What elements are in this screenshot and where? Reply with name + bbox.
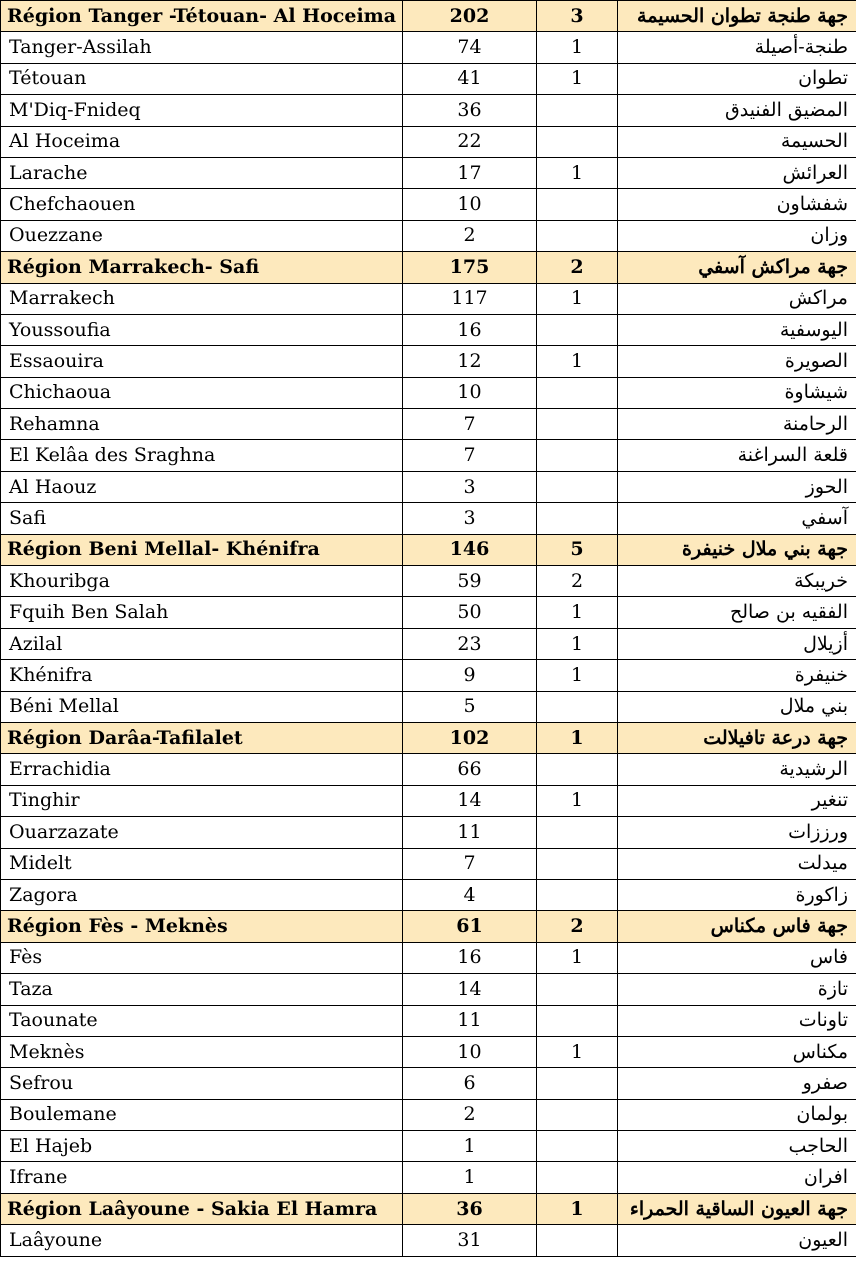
name-fr-cell: Chichaoua [1,377,403,408]
name-ar-cell: تازة [618,974,856,1005]
name-ar-cell: مراكش [618,283,856,314]
total-cell: 117 [403,283,537,314]
count-cell [537,314,618,345]
city-row [1,1068,856,1099]
count-cell: 1 [537,722,618,753]
count-cell: 1 [537,32,618,63]
total-cell: 2 [403,1099,537,1130]
count-cell [537,1162,618,1193]
name-fr-cell: Tinghir [1,785,403,816]
name-ar-cell: الصويرة [618,346,856,377]
name-ar-cell: مكناس [618,1036,856,1067]
total-cell: 5 [403,691,537,722]
region-row [1,252,856,283]
region-row [1,722,856,753]
total-cell: 3 [403,471,537,502]
name-fr-cell: Azilal [1,628,403,659]
city-row [1,503,856,534]
city-row [1,63,856,94]
city-row [1,974,856,1005]
city-row [1,1036,856,1067]
city-row [1,189,856,220]
total-cell: 22 [403,126,537,157]
count-cell: 1 [537,628,618,659]
total-cell: 74 [403,32,537,63]
total-cell: 146 [403,534,537,565]
city-row [1,942,856,973]
count-cell [537,95,618,126]
name-ar-cell: العرائش [618,157,856,188]
count-cell: 1 [537,63,618,94]
name-fr-cell: El Kelâa des Sraghna [1,440,403,471]
name-ar-cell: ميدلت [618,848,856,879]
city-row [1,157,856,188]
count-cell: 1 [537,1036,618,1067]
count-cell [537,974,618,1005]
city-row [1,817,856,848]
count-cell [537,754,618,785]
name-ar-cell: صفرو [618,1068,856,1099]
city-row [1,409,856,440]
name-fr-cell: Région Fès - Meknès [1,911,403,942]
city-row [1,283,856,314]
name-fr-cell: Boulemane [1,1099,403,1130]
count-cell [537,1131,618,1162]
name-fr-cell: Rehamna [1,409,403,440]
name-fr-cell: Taounate [1,1005,403,1036]
city-row [1,691,856,722]
name-fr-cell: Meknès [1,1036,403,1067]
name-ar-cell: أزيلال [618,628,856,659]
name-fr-cell: Sefrou [1,1068,403,1099]
name-fr-cell: Al Haouz [1,471,403,502]
count-cell [537,409,618,440]
total-cell: 17 [403,157,537,188]
total-cell: 10 [403,377,537,408]
count-cell [537,377,618,408]
count-cell [537,879,618,910]
total-cell: 6 [403,1068,537,1099]
total-cell: 7 [403,409,537,440]
total-cell: 16 [403,314,537,345]
region-row [1,1,856,32]
region-row [1,1193,856,1224]
name-ar-cell: شيشاوة [618,377,856,408]
total-cell: 36 [403,95,537,126]
total-cell: 14 [403,974,537,1005]
name-fr-cell: Laâyoune [1,1225,403,1256]
name-ar-cell: الفقيه بن صالح [618,597,856,628]
name-fr-cell: Région Tanger -Tétouan- Al Hoceima [1,1,403,32]
city-row [1,628,856,659]
name-ar-cell: ورززات [618,817,856,848]
name-fr-cell: Tanger-Assilah [1,32,403,63]
total-cell: 202 [403,1,537,32]
name-fr-cell: Région Marrakech- Safi [1,252,403,283]
total-cell: 11 [403,817,537,848]
city-row [1,754,856,785]
name-fr-cell: Safi [1,503,403,534]
city-row [1,440,856,471]
city-row [1,220,856,251]
city-row [1,785,856,816]
city-row [1,879,856,910]
city-row [1,848,856,879]
name-ar-cell: شفشاون [618,189,856,220]
name-fr-cell: Midelt [1,848,403,879]
count-cell [537,220,618,251]
count-cell: 1 [537,157,618,188]
name-fr-cell: Youssoufia [1,314,403,345]
total-cell: 31 [403,1225,537,1256]
name-fr-cell: Tétouan [1,63,403,94]
city-row [1,32,856,63]
count-cell: 3 [537,1,618,32]
name-ar-cell: الحسيمة [618,126,856,157]
city-row [1,471,856,502]
total-cell: 11 [403,1005,537,1036]
count-cell [537,189,618,220]
count-cell: 2 [537,252,618,283]
name-fr-cell: Chefchaouen [1,189,403,220]
total-cell: 66 [403,754,537,785]
total-cell: 175 [403,252,537,283]
name-ar-cell: جهة العيون الساقية الحمراء [618,1193,856,1224]
total-cell: 61 [403,911,537,942]
name-fr-cell: Marrakech [1,283,403,314]
total-cell: 1 [403,1162,537,1193]
total-cell: 59 [403,566,537,597]
name-ar-cell: الرحامنة [618,409,856,440]
name-fr-cell: Ouezzane [1,220,403,251]
name-ar-cell: تنغير [618,785,856,816]
total-cell: 10 [403,1036,537,1067]
city-row [1,1225,856,1256]
total-cell: 50 [403,597,537,628]
count-cell: 1 [537,942,618,973]
name-fr-cell: Région Beni Mellal- Khénifra [1,534,403,565]
name-fr-cell: Ouarzazate [1,817,403,848]
name-ar-cell: بولمان [618,1099,856,1130]
city-row [1,346,856,377]
name-ar-cell: تاونات [618,1005,856,1036]
name-fr-cell: M'Diq-Fnideq [1,95,403,126]
name-ar-cell: الحاجب [618,1131,856,1162]
city-row [1,377,856,408]
total-cell: 9 [403,660,537,691]
count-cell: 1 [537,785,618,816]
name-ar-cell: خنيفرة [618,660,856,691]
name-ar-cell: جهة طنجة تطوان الحسيمة [618,1,856,32]
region-row [1,911,856,942]
total-cell: 7 [403,440,537,471]
name-ar-cell: افران [618,1162,856,1193]
name-fr-cell: El Hajeb [1,1131,403,1162]
total-cell: 36 [403,1193,537,1224]
name-ar-cell: اليوسفية [618,314,856,345]
count-cell: 1 [537,283,618,314]
name-fr-cell: Zagora [1,879,403,910]
count-cell [537,1068,618,1099]
name-fr-cell: Région Darâa-Tafilalet [1,722,403,753]
name-ar-cell: طنجة-أصيلة [618,32,856,63]
city-row [1,314,856,345]
table-body [1,1,856,1257]
city-row [1,566,856,597]
city-row [1,95,856,126]
name-fr-cell: Taza [1,974,403,1005]
count-cell: 1 [537,597,618,628]
name-fr-cell: Région Laâyoune - Sakia El Hamra [1,1193,403,1224]
name-fr-cell: Khénifra [1,660,403,691]
count-cell [537,503,618,534]
total-cell: 12 [403,346,537,377]
name-fr-cell: Khouribga [1,566,403,597]
name-ar-cell: قلعة السراغنة [618,440,856,471]
name-fr-cell: Fquih Ben Salah [1,597,403,628]
count-cell: 1 [537,1193,618,1224]
count-cell [537,817,618,848]
name-ar-cell: خريبكة [618,566,856,597]
name-fr-cell: Errachidia [1,754,403,785]
region-row [1,534,856,565]
city-row [1,1099,856,1130]
total-cell: 7 [403,848,537,879]
total-cell: 41 [403,63,537,94]
name-ar-cell: جهة مراكش آسفي [618,252,856,283]
count-cell [537,471,618,502]
count-cell [537,848,618,879]
name-fr-cell: Béni Mellal [1,691,403,722]
count-cell [537,1099,618,1130]
count-cell: 2 [537,911,618,942]
city-row [1,660,856,691]
count-cell: 1 [537,346,618,377]
name-ar-cell: جهة فاس مكناس [618,911,856,942]
count-cell: 5 [537,534,618,565]
city-row [1,1131,856,1162]
name-ar-cell: زاكورة [618,879,856,910]
name-fr-cell: Al Hoceima [1,126,403,157]
count-cell [537,126,618,157]
count-cell [537,1005,618,1036]
total-cell: 2 [403,220,537,251]
name-fr-cell: Larache [1,157,403,188]
name-ar-cell: آسفي [618,503,856,534]
name-ar-cell: جهة بني ملال خنيفرة [618,534,856,565]
total-cell: 102 [403,722,537,753]
total-cell: 4 [403,879,537,910]
count-cell: 2 [537,566,618,597]
city-row [1,1162,856,1193]
name-ar-cell: بني ملال [618,691,856,722]
total-cell: 1 [403,1131,537,1162]
city-row [1,1005,856,1036]
name-fr-cell: Essaouira [1,346,403,377]
name-fr-cell: Fès [1,942,403,973]
count-cell [537,440,618,471]
name-ar-cell: المضيق الفنيدق [618,95,856,126]
total-cell: 16 [403,942,537,973]
name-ar-cell: جهة درعة تافيلالت [618,722,856,753]
name-fr-cell: Ifrane [1,1162,403,1193]
total-cell: 10 [403,189,537,220]
name-ar-cell: تطوان [618,63,856,94]
city-row [1,597,856,628]
city-row [1,126,856,157]
name-ar-cell: وزان [618,220,856,251]
count-cell [537,691,618,722]
name-ar-cell: الحوز [618,471,856,502]
name-ar-cell: العيون [618,1225,856,1256]
name-ar-cell: فاس [618,942,856,973]
total-cell: 23 [403,628,537,659]
total-cell: 3 [403,503,537,534]
count-cell [537,1225,618,1256]
total-cell: 14 [403,785,537,816]
count-cell: 1 [537,660,618,691]
name-ar-cell: الرشيدية [618,754,856,785]
